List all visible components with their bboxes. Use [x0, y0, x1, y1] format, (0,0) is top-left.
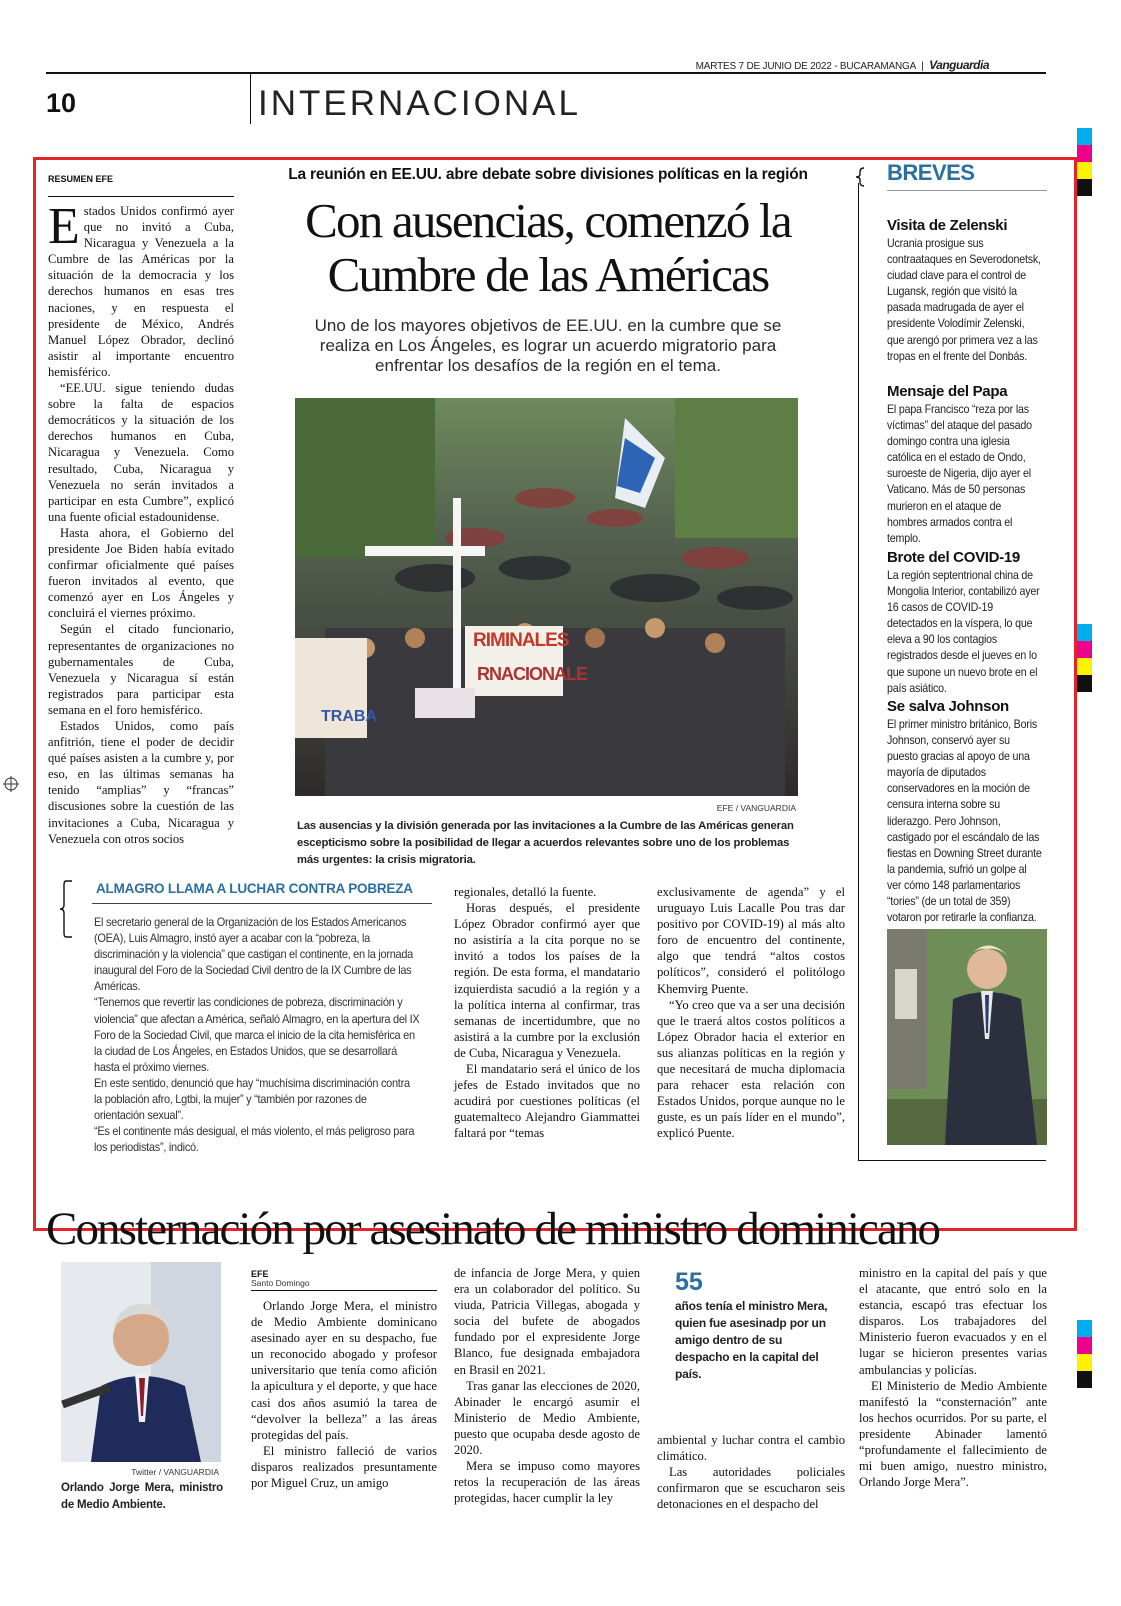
date-line: MARTES 7 DE JUNIO DE 2022 - BUCARAMANGA | Vanguardia	[695, 58, 989, 72]
summary-kicker: RESUMEN EFE	[48, 174, 114, 184]
lead-column-1: Estados Unidos confirmó ayer que no invitó a Cuba, Nicaragua y Venezuela a la Cumbre de las Américas por la situación de la democracia y los derechos humanos en esas tres naciones, y en respuesta el presidente de México, Andrés Manuel López Obrador, declinó asistir al importante encuentro hemisférico. “EE.UU. sigue teniendo dudas sobre la falta de espacios democráticos y la situación de los derechos humanos en Cuba, Nicaragua y Venezuela. Como resultado, Cuba, Nicaragua y Venezuela no serán invitados a participar en esta Cumbre”, explicó una fuente oficial estadounidense. Hasta ahora, el Gobierno del presidente Joe Biden había evitado confirmar oficialmente qué países fueron invitados al evento, que comenzó ayer en Los Ángeles y concluirá el viernes próximo. Según el citado funcionario, representantes de organizaciones no gubernamentales de Cuba, Venezuela y Nicaragua sí están registrados para participar esta semana en el foro hemisférico. Estados Unidos, como país anfitrión, tiene el poder de decidir qué países asisten a la cumbre y, por eso, en las últimas semanas ha tenido “amplias” y “francas” discusiones sobre la cuestión de las invitaciones a Cuba, Nicaragua y Venezuela con otros socios	[48, 198, 234, 846]
photo-sign-text-3: TRABA	[321, 708, 377, 725]
second-column-2: de infancia de Jorge Mera, y quien era un colaborador del político. Su viuda, Patricia Villegas, abogada y socia del bufete de abogados fundado por el expresidente Jorge Blanco, fue designada embajadora en Brasil en 2021. Tras ganar las elecciones de 2020, Abinader le encargó asumir el Ministerio de Medio Ambiente, puesto que ocupaba desde agosto de 2020. Mera se impuso como mayores retos la recuperación de las áreas protegidas, hacer cumplir la ley	[454, 1266, 640, 1506]
stat-number: 55	[675, 1268, 703, 1296]
byline-place: Santo Domingo	[251, 1278, 310, 1288]
breve-item: Brote del COVID-19 La región septentrional china de Mongolia Interior, contabilizó ayer 16 casos de COVID-19 detectados en la víspera, lo que eleva a 90 los contagios registrados desde el jueves en lo que supone un nuevo brote en el país asiático.	[887, 549, 1040, 695]
photo-sign-text-2: RNACIONALE	[477, 664, 587, 684]
dropcap: E	[48, 198, 80, 255]
minister-photo-credit: Twitter / VANGUARDIA	[131, 1467, 219, 1477]
byline-agency: EFE	[251, 1269, 269, 1279]
photo-caption: Las ausencias y la división generada por las invitaciones a la Cumbre de las Américas generan escepticismo sobre la posibilidad de llegar a acuerdos relevantes sobre uno de los problemas más urgentes: la crisis migratoria.	[297, 820, 794, 866]
color-registration-marks-bottom	[1077, 1320, 1092, 1388]
almagro-body: El secretario general de la Organización de los Estados Americanos (OEA), Luis Almagro, instó ayer a acabar con la “pobreza, la discriminación y la violencia” que castigan el continente, en la jornada inaugural del Foro de la Sociedad Civil dentro de la IX Cumbre de las Américas. “Tenemos que revertir las condiciones de pobreza, discriminación y violencia” que afectan a América, señaló Almagro, en la apertura del IX Foro de la Sociedad Civil, que marca el inicio de la cita hemisférica en la ciudad de Los Ángeles, en Estados Unidos, que se desarrollará hasta el próximo viernes. En este sentido, denunció que hay “muchísima discriminación contra la población afro, Lgtbi, la mujer” y “también por razones de orientación sexual”. “Es el continente más desigual, el más violento, el más peligroso para los periodistas”, indicó.	[94, 915, 420, 1155]
breve-item: Visita de Zelenski Ucrania prosigue sus contraataques en Severodonetsk, ciudad clave para el control de Lugansk, región que visitó la pasada madrugada de ayer el presidente Volodímir Zelenski, que arengó por primera vez a las tropas en el frente del Donbás.	[887, 217, 1041, 363]
lead-subtitle: Uno de los mayores objetivos de EE.UU. en la cumbre que se realiza en Los Ángeles, es lograr un acuerdo migratorio para enfrentar los desafíos de la región en el tema.	[314, 316, 782, 375]
lead-kicker: La reunión en EE.UU. abre debate sobre divisiones políticas en la región	[288, 166, 808, 183]
photo-sign-text-1: RIMINALES	[473, 630, 569, 651]
photo-credit: EFE / VANGUARDIA	[716, 803, 796, 813]
section-divider	[250, 74, 251, 124]
second-column-3: ambiental y luchar contra el cambio climático. Las autoridades policiales confirmaron que se escucharon seis detonaciones en el despacho del	[657, 1433, 845, 1512]
breve-item: Mensaje del Papa El papa Francisco “reza por las víctimas” del ataque del pasado domingo contra una iglesia católica en el estado de Ondo, suroeste de Nigeria, dijo ayer el Vaticano. Más de 50 personas murieron en el ataque de hombres armados contra el templo.	[887, 383, 1032, 545]
header-rule	[46, 72, 1046, 74]
color-registration-marks-mid	[1077, 624, 1092, 692]
byline-rule	[251, 1290, 437, 1291]
color-registration-marks-top	[1077, 128, 1092, 196]
second-column-4: ministro en la capital del país y que el atacante, que entró solo en la estancia, escapó tras efectuar los disparos. Los trabajadores del Ministerio fueron evacuados y en el lugar se hicieron presentes varias ambulancias y policías. El Ministerio de Medio Ambiente manifestó la “consternación” ante los hechos ocurridos. Por su parte, el presidente Abinader lamentó “profundamente el fallecimiento de mi buen amigo, nuestro ministro, Orlando Jorge Mera”.	[859, 1266, 1047, 1490]
second-column-1: Orlando Jorge Mera, el ministro de Medio Ambiente dominicano asesinado ayer en su despacho, fue un reconocido abogado y profesor universitario que tenía como afición la apicultura y el deporte, y que hace casi dos años asumió la tarea de “devolver la belleza” a las áreas protegidas del país. El ministro falleció de varios disparos realizados presuntamente por Miguel Cruz, un amigo	[251, 1299, 437, 1491]
breves-heading: BREVES	[887, 160, 975, 185]
section-title: INTERNACIONAL	[258, 84, 581, 123]
page-number: 10	[46, 88, 77, 118]
lead-column-2: regionales, detalló la fuente. Horas después, el presidente López Obrador confirmó ayer que no asistiría a la cita porque no se invitó a todos los países de la región. De esta forma, el mandatario izquierdista sacudió a la región y a la política interna al confirmar, tras semanas de incertidumbre, que no asistirá a la cumbre por la exclusión de Cuba, Nicaragua y Venezuela. El mandatario será el único de los jefes de Estado invitados que no acudirá por cuestiones políticas (el guatemalteco Alejandro Giammattei faltará por “temas	[454, 885, 640, 1141]
almagro-title: ALMAGRO LLAMA A LUCHAR CONTRA POBREZA	[96, 881, 413, 896]
selection-frame	[33, 157, 1077, 1231]
stat-text: años tenía el ministro Mera, quien fue asesinadp por un amigo dentro de su despacho en la capital del país.	[675, 1299, 828, 1381]
lead-headline: Con ausencias, comenzó la Cumbre de las Américas	[305, 193, 791, 302]
minister-photo	[61, 1262, 221, 1462]
minister-photo-caption: Orlando Jorge Mera, ministro de Medio Ambiente.	[61, 1482, 223, 1511]
breve-item: Se salva Johnson El primer ministro británico, Boris Johnson, conservó ayer su puesto gracias al apoyo de una mayoría de diputados conservadores en la moción de censura interna sobre su liderazgo. Pero Johnson, castigado por el escándalo de las fiestas en Downing Street durante la pandemia, sufrió un golpe al ver cómo 148 parlamentarios “tories” (de un total de 359) votaron por retirarle la confianza.	[887, 698, 1042, 925]
date-text: MARTES 7 DE JUNIO DE 2022 - BUCARAMANGA	[695, 61, 916, 72]
crosshair-mark	[3, 776, 19, 792]
second-headline: Consternación por asesinato de ministro dominicano	[46, 1203, 940, 1255]
lead-column-3: exclusivamente de agenda” y el uruguayo Luis Lacalle Pou tras dar positivo por COVID-19) al más alto foro de encuentro del continente, algo que tendrá “altos costos políticos”, consideró el politólogo Khemvirg Puente. “Yo creo que va a ser una decisión que le traerá altos costos políticos a López Obrador hacia el exterior en sus alianzas políticas en la región y que necesitará de mucha diplomacia para rehacer esta relación con Estados Unidos, porque aunque no le guste, es un país líder en el mundo”, explicó Puente.	[657, 885, 845, 1141]
brand-logo: Vanguardia	[929, 58, 989, 72]
